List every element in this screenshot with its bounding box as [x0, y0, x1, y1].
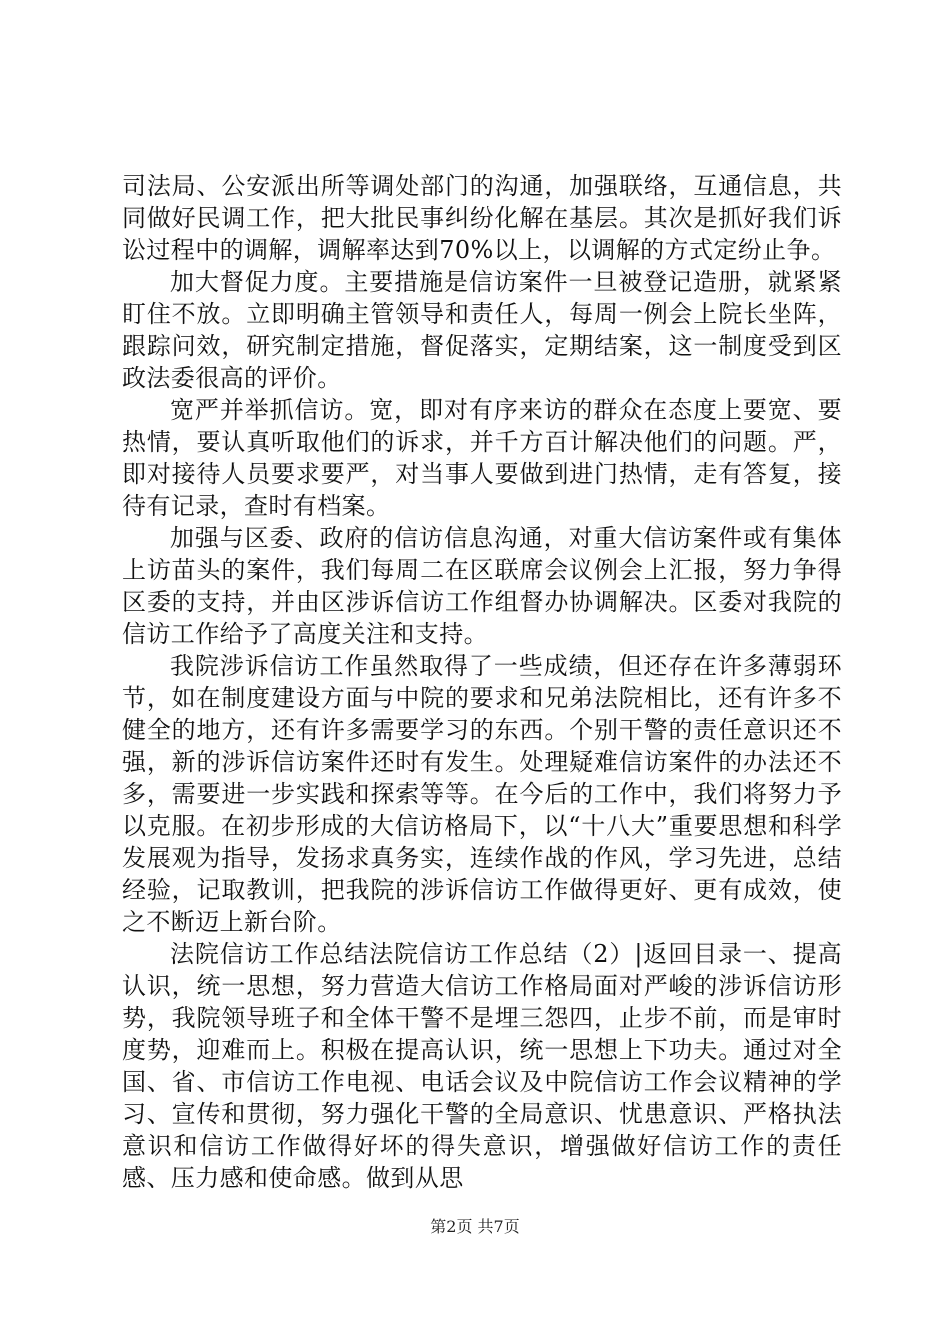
paragraph-lenient-strict: 宽严并举抓信访。宽，即对有序来访的群众在态度上要宽、要热情，要认真听取他们的诉求，并千方百计解决他们的问题。严，即对接待人员要求要严，对当事人要做到进门热情，走有答复，接待有记录，查时有档案。 [122, 396, 842, 520]
paragraph-continuation: 司法局、公安派出所等调处部门的沟通，加强联络，互通信息，共同做好民调工作，把大批民事纠纷化解在基层。其次是抓好我们诉讼过程中的调解，调解率达到70%以上，以调解的方式定纷止争。 [122, 172, 842, 264]
document-body [122, 170, 842, 1194]
paragraph-summary-2: 法院信访工作总结法院信访工作总结（2）|返回目录一、提高认识，统一思想，努力营造大信访工作格局面对严峻的涉诉信访形势，我院领导班子和全体干警不是埋三怨四，止步不前，而是审时度势，迎难而上。积极在提高认识，统一思想上下功夫。通过对全国、省、市信访工作电视、电话会议及中院信访工作会议精神的学习、宣传和贯彻，努力强化干警的全局意识、忧患意识、严格执法意识和信访工作做得好坏的得失意识，增强做好信访工作的责任感、压力感和使命感。做到从思 [122, 940, 842, 1192]
paragraph-communication: 加强与区委、政府的信访信息沟通，对重大信访案件或有集体上访苗头的案件，我们每周二在区联席会议例会上汇报，努力争得区委的支持，并由区涉诉信访工作组督办协调解决。区委对我院的信访工作给予了高度关注和支持。 [122, 524, 842, 648]
page-footer: 第2页 共7页 [430, 1217, 520, 1236]
paragraph-supervision: 加大督促力度。主要措施是信访案件一旦被登记造册，就紧紧盯住不放。立即明确主管领导和责任人，每周一例会上院长坐阵，跟踪问效，研究制定措施，督促落实，定期结案，这一制度受到区政法委很高的评价。 [122, 268, 842, 392]
paragraph-shortcomings: 我院涉诉信访工作虽然取得了一些成绩，但还存在许多薄弱环节，如在制度建设方面与中院的要求和兄弟法院相比，还有许多不健全的地方，还有许多需要学习的东西。个别干警的责任意识还不强，新的涉诉信访案件还时有发生。处理疑难信访案件的办法还不多，需要进一步实践和探索等等。在今后的工作中，我们将努力予以克服。在初步形成的大信访格局下，以“十八大”重要思想和科学发展观为指导，发扬求真务实，连续作战的作风，学习先进，总结经验，记取教训，把我院的涉诉信访工作做得更好、更有成效，使之不断迈上新台阶。 [122, 652, 842, 936]
